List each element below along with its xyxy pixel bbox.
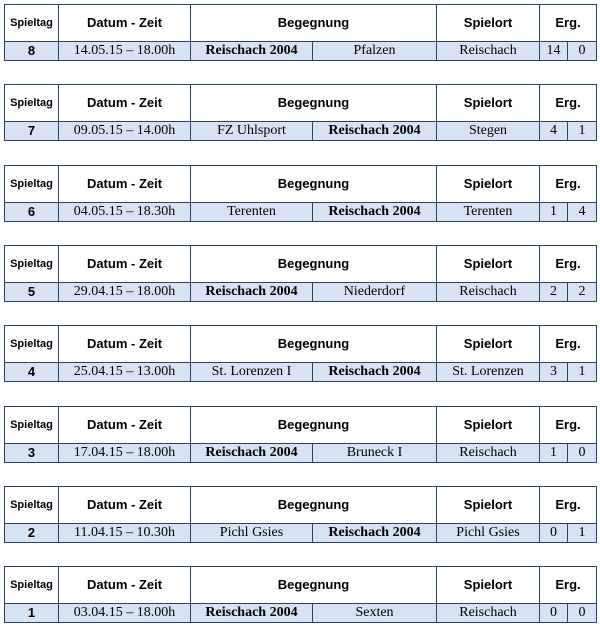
score-home-cell: 3 <box>540 363 568 381</box>
home-team-cell: St. Lorenzen I <box>191 363 313 381</box>
match-block <box>4 84 597 140</box>
score-away-cell: 1 <box>578 123 586 138</box>
table-row <box>4 362 597 382</box>
header-ergebnis: Erg. <box>555 176 581 191</box>
header-datum-zeit: Datum - Zeit <box>59 85 191 121</box>
header-spielort: Spielort <box>437 407 540 443</box>
datum-cell: 17.04.15 – 18.00h <box>59 444 191 462</box>
header-spieltag: Spieltag <box>5 567 59 603</box>
datum-cell: 11.04.15 – 10.30h <box>59 524 191 542</box>
datum-cell: 25.04.15 – 13.00h <box>59 363 191 381</box>
score-away-cell: 0 <box>578 445 586 460</box>
score-away-cell: 4 <box>578 204 586 219</box>
match-block <box>4 325 597 381</box>
spielort-cell: Reischach <box>437 444 540 462</box>
home-team-cell: Reischach 2004 <box>191 444 313 462</box>
table-header <box>4 406 597 443</box>
header-spielort: Spielort <box>437 246 540 282</box>
header-datum-zeit: Datum - Zeit <box>59 326 191 362</box>
score-away-cell: 0 <box>578 43 586 58</box>
table-row <box>4 523 597 543</box>
score-home-cell: 1 <box>540 444 568 462</box>
away-team-cell: Bruneck I <box>313 444 437 462</box>
header-begegnung: Begegnung <box>191 407 437 443</box>
spieltag-cell: 3 <box>5 444 59 462</box>
spielort-cell: Reischach <box>437 604 540 622</box>
header-begegnung: Begegnung <box>191 567 437 603</box>
table-header <box>4 566 597 603</box>
table-row <box>4 282 597 302</box>
score-away-cell: 1 <box>578 525 586 540</box>
header-ergebnis: Erg. <box>555 336 581 351</box>
header-begegnung: Begegnung <box>191 487 437 523</box>
datum-cell: 09.05.15 – 14.00h <box>59 122 191 140</box>
score-home-cell: 2 <box>540 283 568 301</box>
datum-cell: 04.05.15 – 18.30h <box>59 203 191 221</box>
table-header <box>4 4 597 41</box>
score-away-cell: 1 <box>578 364 586 379</box>
home-team-cell: Reischach 2004 <box>191 283 313 301</box>
header-begegnung: Begegnung <box>191 85 437 121</box>
spielort-cell: Pichl Gsies <box>437 524 540 542</box>
match-block <box>4 4 597 60</box>
header-ergebnis: Erg. <box>555 15 581 30</box>
header-spielort: Spielort <box>437 567 540 603</box>
table-header <box>4 325 597 362</box>
header-spieltag: Spieltag <box>5 5 59 41</box>
match-block <box>4 486 597 542</box>
match-block <box>4 165 597 221</box>
header-spielort: Spielort <box>437 166 540 202</box>
header-ergebnis: Erg. <box>555 497 581 512</box>
match-block <box>4 566 597 622</box>
spieltag-cell: 4 <box>5 363 59 381</box>
score-home-cell: 0 <box>540 604 568 622</box>
spieltag-cell: 6 <box>5 203 59 221</box>
datum-cell: 29.04.15 – 18.00h <box>59 283 191 301</box>
datum-cell: 14.05.15 – 18.00h <box>59 42 191 60</box>
away-team-cell: Reischach 2004 <box>313 363 437 381</box>
datum-cell: 03.04.15 – 18.00h <box>59 604 191 622</box>
header-datum-zeit: Datum - Zeit <box>59 487 191 523</box>
spieltag-cell: 8 <box>5 42 59 60</box>
table-row <box>4 443 597 463</box>
header-spielort: Spielort <box>437 326 540 362</box>
away-team-cell: Reischach 2004 <box>313 122 437 140</box>
score-home-cell: 14 <box>540 42 568 60</box>
spieltag-cell: 5 <box>5 283 59 301</box>
header-ergebnis: Erg. <box>555 256 581 271</box>
spieltag-cell: 7 <box>5 122 59 140</box>
spielort-cell: Stegen <box>437 122 540 140</box>
spieltag-cell: 1 <box>5 604 59 622</box>
score-away-cell: 0 <box>578 605 586 620</box>
header-spieltag: Spieltag <box>5 85 59 121</box>
header-spielort: Spielort <box>437 5 540 41</box>
header-ergebnis: Erg. <box>555 95 581 110</box>
score-home-cell: 0 <box>540 524 568 542</box>
header-datum-zeit: Datum - Zeit <box>59 166 191 202</box>
score-away-cell: 2 <box>578 284 586 299</box>
away-team-cell: Sexten <box>313 604 437 622</box>
table-row <box>4 202 597 222</box>
match-block <box>4 406 597 462</box>
table-header <box>4 486 597 523</box>
spielort-cell: Terenten <box>437 203 540 221</box>
header-datum-zeit: Datum - Zeit <box>59 567 191 603</box>
header-spieltag: Spieltag <box>5 407 59 443</box>
header-datum-zeit: Datum - Zeit <box>59 246 191 282</box>
spielort-cell: St. Lorenzen <box>437 363 540 381</box>
match-block <box>4 245 597 301</box>
table-header <box>4 165 597 202</box>
header-begegnung: Begegnung <box>191 326 437 362</box>
header-ergebnis: Erg. <box>555 577 581 592</box>
score-home-cell: 4 <box>540 122 568 140</box>
header-datum-zeit: Datum - Zeit <box>59 5 191 41</box>
header-begegnung: Begegnung <box>191 5 437 41</box>
home-team-cell: Reischach 2004 <box>191 604 313 622</box>
header-spieltag: Spieltag <box>5 487 59 523</box>
header-spieltag: Spieltag <box>5 166 59 202</box>
header-spieltag: Spieltag <box>5 326 59 362</box>
spielort-cell: Reischach <box>437 42 540 60</box>
home-team-cell: Terenten <box>191 203 313 221</box>
header-spielort: Spielort <box>437 487 540 523</box>
header-spielort: Spielort <box>437 85 540 121</box>
home-team-cell: FZ Uhlsport <box>191 122 313 140</box>
table-row <box>4 121 597 141</box>
header-ergebnis: Erg. <box>555 417 581 432</box>
away-team-cell: Niederdorf <box>313 283 437 301</box>
away-team-cell: Reischach 2004 <box>313 203 437 221</box>
table-row <box>4 41 597 61</box>
header-begegnung: Begegnung <box>191 166 437 202</box>
home-team-cell: Pichl Gsies <box>191 524 313 542</box>
header-begegnung: Begegnung <box>191 246 437 282</box>
home-team-cell: Reischach 2004 <box>191 42 313 60</box>
header-spieltag: Spieltag <box>5 246 59 282</box>
header-datum-zeit: Datum - Zeit <box>59 407 191 443</box>
spielort-cell: Reischach <box>437 283 540 301</box>
away-team-cell: Reischach 2004 <box>313 524 437 542</box>
table-row <box>4 603 597 623</box>
spieltag-cell: 2 <box>5 524 59 542</box>
table-header <box>4 245 597 282</box>
away-team-cell: Pfalzen <box>313 42 437 60</box>
table-header <box>4 84 597 121</box>
score-home-cell: 1 <box>540 203 568 221</box>
